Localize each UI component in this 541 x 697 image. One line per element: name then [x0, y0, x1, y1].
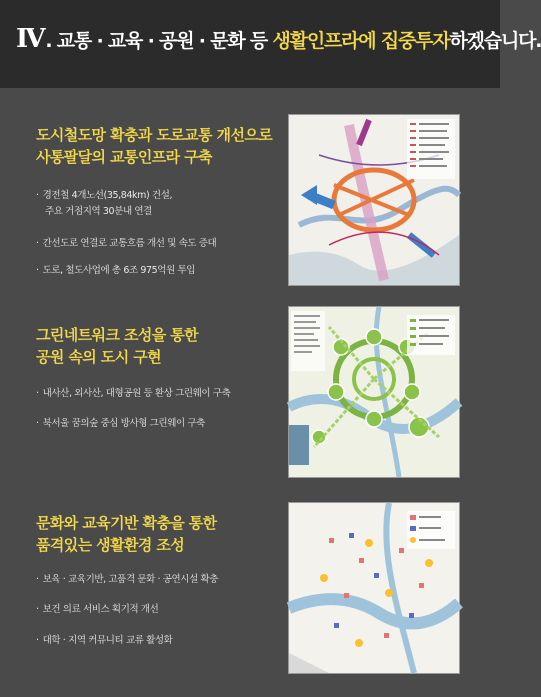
title-line: 문화와 교육기반 확충을 통한 — [36, 514, 217, 532]
bullet-item — [36, 416, 286, 432]
bullet-dot: · — [36, 574, 39, 585]
bullet-dot: · — [36, 635, 39, 646]
bullet-item — [36, 188, 286, 220]
title-post: 하겠습니다. — [449, 30, 541, 52]
section-title-greenway — [36, 324, 296, 368]
bullet-text: 내사산, 외사산, 대형공원 등 환상 그린웨이 구축 — [42, 388, 231, 399]
bullet-text: 간선도로 연결로 교통흐름 개선 및 속도 증대 — [42, 238, 217, 249]
bullet-text: 대학 · 지역 커뮤니티 교류 활성화 — [42, 635, 173, 646]
title-highlight: 생활인프라에 집중투자 — [272, 30, 450, 52]
header-banner — [0, 0, 541, 88]
title-line: 사통팔달의 교통인프라 구축 — [36, 148, 212, 166]
bullet-item — [36, 236, 286, 252]
chapter-numeral: Ⅳ — [16, 24, 45, 54]
title-line: 공원 속의 도시 구현 — [36, 348, 161, 366]
bullet-dot: · — [36, 265, 39, 276]
title-line: 도시철도망 확충과 도로교통 개선으로 — [36, 126, 273, 144]
title-line: 품격있는 생활환경 조성 — [36, 536, 185, 554]
bullet-dot: · — [36, 388, 39, 399]
bullet-text: 주요 거점지역 30분내 연결 — [45, 206, 152, 217]
culture-map-image — [288, 502, 460, 674]
bullet-text: 보건 의료 서비스 획기적 개선 — [42, 604, 159, 615]
transport-map-image — [288, 114, 460, 286]
bullet-text: 북서울 꿈의숲 중심 방사형 그린웨이 구축 — [42, 418, 205, 429]
bullet-item — [36, 386, 286, 402]
bullet-dot: · — [36, 604, 39, 615]
title-pre: . 교통 · 교육 · 공원 · 문화 등 — [45, 30, 273, 52]
bullet-dot: · — [36, 238, 39, 249]
bullet-text: 도로, 철도사업에 총 6조 975억원 투입 — [42, 265, 196, 276]
bullet-dot: · — [36, 190, 39, 201]
bullet-text: 경전철 4개노선(35,84km) 건설, — [42, 190, 173, 201]
section-title-transport — [36, 124, 296, 168]
title-line: 그린네트워크 조성을 통한 — [36, 326, 199, 344]
bullet-item — [36, 633, 286, 649]
bullet-text: 보육 · 교육기반, 고품격 문화 · 공연시설 확충 — [42, 574, 219, 585]
page-title — [16, 24, 541, 54]
section-title-culture — [36, 512, 296, 556]
bullet-item — [36, 572, 286, 588]
bullet-item — [36, 602, 286, 618]
bullet-item — [36, 263, 286, 279]
bullet-dot: · — [36, 418, 39, 429]
greenway-map-image — [288, 306, 460, 478]
